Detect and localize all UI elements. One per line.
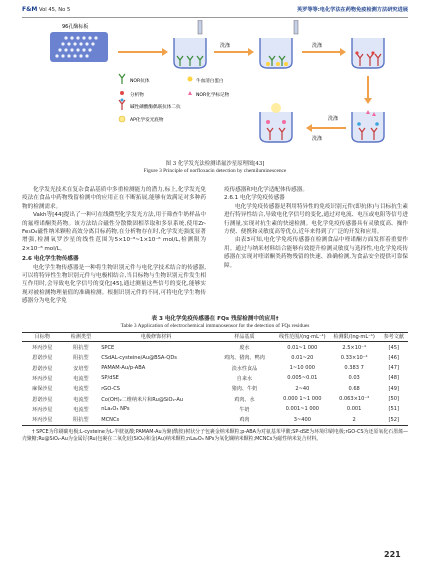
column-header: 检测限/(ng·mL⁻¹)	[333, 334, 375, 340]
plate-label: 96孔酶标板	[62, 24, 89, 30]
table-cell: [50]	[388, 396, 399, 403]
table-cell: 麻保沙星	[32, 386, 53, 393]
table-row	[22, 414, 408, 425]
table-cell: 0.383 7	[344, 365, 364, 372]
paragraph: 化学发光技术在复杂食品基质中多重检测能力的潜力,标上,化学发光免疫法在食品中药物残留检测中的应用正在不断拓展,能够有效满足对多种药物的检测需求。	[22, 187, 206, 210]
column-header: 线性范围/(ng·mL⁻¹)	[278, 334, 326, 340]
well-step-2	[260, 38, 292, 68]
96-well-plate	[50, 32, 108, 62]
antibody-y-icon	[119, 74, 125, 84]
table-cell: [51]	[388, 406, 399, 413]
table-cell: SPCE	[101, 344, 115, 351]
journal-brand: F&M	[22, 6, 38, 13]
running-header	[22, 6, 408, 18]
table-cell: 鸡肉、猪肉、鸭肉	[224, 355, 265, 362]
table-cell: 阻抗型	[73, 355, 89, 362]
journal-issue: Vol 45, No 5	[38, 7, 71, 13]
table-cell: 环丙沙星	[32, 417, 53, 424]
table-cell: [46]	[388, 354, 399, 361]
table-cell: Co(OH)₂二维纳米片和Ru@SiO₂-Au	[101, 396, 184, 403]
legend-label: 牛血清白蛋白	[196, 79, 224, 84]
nor-molecule-icon	[188, 91, 192, 95]
well-step-5	[260, 103, 292, 142]
column-header: 目标物	[34, 334, 50, 340]
table-3	[22, 314, 408, 443]
table-cell: MCNCs	[101, 416, 120, 423]
body-column-right	[224, 186, 408, 270]
analyte-icon	[120, 91, 124, 95]
data-table	[22, 332, 408, 426]
column-header: 样品基质	[234, 334, 255, 340]
table-cell: 鸡肉	[239, 417, 250, 424]
table-cell: [47]	[388, 365, 399, 372]
paragraph: 疫传感器和电化学适配体传感器。	[224, 187, 308, 193]
well-step-4	[352, 110, 384, 142]
legend-label: AP化学发光底物	[130, 118, 164, 123]
table-cell: 废水	[239, 345, 250, 352]
table-cell: 0.001	[346, 406, 362, 413]
table-cell: 恩诺沙星	[32, 396, 53, 403]
table-cell: 猪肉、牛奶	[231, 386, 258, 393]
table-cell: 环丙沙星	[32, 375, 53, 382]
figure-caption-cn: 图 3 化学发光法检测诺氟沙星原理图[43]	[165, 161, 265, 167]
table-row	[22, 342, 408, 353]
table-cell: 2.5×10⁻⁴	[342, 344, 366, 351]
paragraph: Vakh等[44]提出了一种可在线微型化学发光方法,用于筛查牛奶样品中的氟喹诺酮类药物。该方法结合磁性分散微固相萃取和多泵系统,使用Zr-Fe₃O₄磁性纳米颗粒高效分离目标药物,在分析物存在时,化学发光强度显著增强,检测氧罗沙星的线性范围为5×10⁻⁸~1×10⁻⁶ mol/L,检测限为2×10⁻⁸ mol/L。	[22, 212, 206, 252]
table-cell: PAMAM-Au/p-ABA	[101, 365, 146, 372]
table-cell: 恩诺沙星	[32, 355, 53, 362]
wash-label-4: 洗涤	[312, 136, 323, 142]
table-title-cn: 表 3 电化学免疫传感器在 FQs 残留检测中的应用†	[151, 316, 279, 322]
legend-label: 碱性磷酸酶偶联抗体二抗	[130, 105, 181, 110]
table-row	[22, 363, 408, 373]
table-cell: 阻抗型	[73, 345, 89, 352]
ap-ab-icon	[119, 99, 125, 111]
table-cell: 2~40	[295, 385, 310, 392]
table-cell: 3~400	[293, 416, 311, 423]
paragraph: 电化学免疫传感器是利用特异性的免疫识别元件(即抗体)与目标抗生素进行特异性结合,导致电化学信号的变化,通过对电流、电压或电阻等信号进行测量,实现对抗生素的快速检测。电化学免疫传感器具有灵敏度高、操作方便、便携和灵敏度高等优点,近年来得到了广泛的开发和应用。	[224, 203, 408, 236]
table-cell: 恩诺沙星	[32, 365, 53, 372]
table-cell: [49]	[388, 385, 399, 392]
substrate-icon	[119, 116, 125, 122]
table-row	[22, 394, 408, 404]
column-header: 参考文献	[383, 334, 404, 340]
legend-label: NOR抗体	[130, 79, 150, 84]
paragraph: 由表3可知,电化学免疫传感器在检测食品中喹诺酮方面发挥着重要作用。通过与纳米材料结合能够有效提升检测灵敏度与选择性,电化学免疫传感器在实现对喹诺酮类药物残留的快速、准确检测,为食品安全提供可靠保障。	[224, 237, 408, 269]
table-cell: 0.001~1 000	[285, 406, 320, 413]
table-cell: 淡水性食品	[231, 365, 258, 372]
table-cell: 0.68	[348, 385, 360, 392]
table-cell: 0.01~20	[291, 354, 314, 361]
legend-label: 分析物	[130, 93, 144, 98]
column-header: 电极修饰材料	[140, 334, 172, 340]
table-cell: SP/dSE	[101, 375, 119, 382]
table-cell: 2	[352, 416, 356, 423]
table-cell: 电流型	[73, 406, 89, 413]
table-cell: nLa₂O₃ NPs	[101, 406, 130, 413]
table-cell: 0.063×10⁻³	[339, 396, 370, 403]
arrow-head-icon	[340, 48, 346, 56]
figure-3	[22, 20, 408, 170]
well-step-3	[352, 38, 384, 68]
table-cell: 环丙沙星	[32, 406, 53, 413]
table-row	[22, 353, 408, 363]
table-row	[22, 384, 408, 394]
dropper-icon	[198, 20, 298, 34]
table-title-en: Table 3 Application of electrochemical immunosensor for the detection of FQs residues	[120, 323, 310, 329]
table-cell: 0.03	[348, 375, 360, 382]
table-cell: 0.000 1~1 000	[283, 396, 322, 403]
table-cell: 牛奶	[239, 406, 250, 413]
arrow-head-icon	[248, 48, 254, 56]
figure-caption-en: Figure 3 Principle of norfloxacin detection by chemiluminescence	[143, 168, 287, 174]
well-step-1	[174, 38, 206, 68]
table-cell: 0.005~0.01	[287, 375, 318, 382]
table-cell: rGO-CS	[101, 385, 121, 392]
table-footnote: † SPCE为印刷碳电极;L-cysteine为L-半胱氨酸;PAMAM-Au为聚(酰胺)树状分子包裹金纳米颗粒;p-ABA为对氨基苯甲酸;SP-dSE为环境印刷电极;rGO-CS为还原氧化石墨烯—壳聚糖;Ru@SiO₂-Au为金属钌(Ru)包裹在二氧化硅(SiO₂)和金(Au)纳米颗粒;nLa₂O₃ NPs为氧化镧纳米颗粒;MCNCs为磁性纳米复合材料。	[22, 428, 408, 442]
table-cell: 鸡肉、水	[234, 396, 255, 403]
table-cell: 自来水	[236, 375, 253, 382]
table-cell: 环丙沙星	[32, 345, 53, 352]
table-header-row	[22, 333, 408, 342]
paragraph: 电化学生物传感器是一种将生物识别元件与电化学技术结合的传感器,可以将特异性生物识别元件与电极相结合,当目标物与生物识别元件发生相互作用时,会导致电化学信号的变化[45],通过测量这些信号的变化,能够实现对被检测物理量值的准确检测。根据识别元件的不同,可将电化学生物传感器分为电化学免	[22, 264, 206, 305]
table-row	[22, 404, 408, 414]
table-cell: [48]	[388, 375, 399, 382]
wash-label-2: 洗涤	[312, 43, 323, 49]
wash-label-1: 洗涤	[220, 43, 231, 49]
subsection-heading: 2.6.1 电化学免疫传感器	[224, 195, 285, 202]
wash-label-3: 洗涤	[328, 116, 339, 122]
table-cell: [52]	[388, 416, 399, 423]
arrow-head-icon	[364, 98, 372, 104]
table-cell: 电流型	[73, 386, 89, 393]
table-row	[22, 373, 408, 383]
arrow-head-icon	[162, 48, 168, 56]
running-title: 英罗等等:电化学法在药物免疫检测方法研究进展	[296, 7, 408, 13]
column-header: 检测类型	[70, 334, 92, 340]
table-cell: 安培型	[73, 365, 89, 372]
table-cell: 阻抗型	[73, 417, 89, 424]
table-cell: 0.01~1 000	[287, 344, 318, 351]
arrow-head-icon	[306, 124, 312, 132]
page-number: 221	[384, 550, 401, 559]
legend-label: NOR化学标记物	[196, 93, 230, 98]
table-cell: 1~10 000	[289, 365, 315, 372]
table-cell: 电流型	[73, 396, 89, 403]
table-cell: [45]	[388, 344, 399, 351]
figure-legend	[119, 74, 230, 123]
table-cell: 0.33×10⁻⁴	[340, 354, 368, 361]
body-column-left	[22, 186, 206, 306]
section-heading: 2.6 电化学生物传感器	[22, 256, 79, 263]
table-cell: CSdAL-cysteine/Au@BSA-QDs	[101, 354, 177, 361]
table-cell: 电流型	[73, 375, 89, 382]
figure-3-diagram	[22, 20, 408, 160]
bsa-circle-icon	[188, 77, 193, 82]
